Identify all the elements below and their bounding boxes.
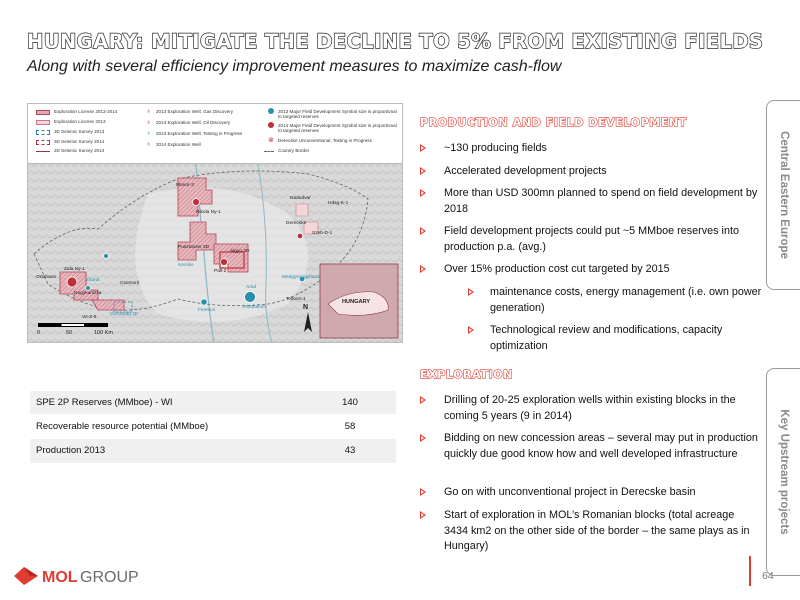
map-label: Vo-Z-5 [82,315,97,320]
map-label: Pusztaszer 3D [178,245,210,250]
tab-label: Key Upstream projects [777,409,790,535]
bullet-arrow-icon [420,189,426,197]
map-legend [28,104,403,164]
legend-item: 2013 Exploration Well, Testing in Progress [156,131,243,136]
line-swatch [36,151,50,152]
legend-item: Exploration License 2013 [54,119,106,124]
map-label: Zala Ny-1 [64,267,85,272]
seismic-swatch [36,130,50,135]
page-number: 64 [762,570,774,582]
bullet-arrow-icon [420,167,426,175]
map-label: Nagykanizsa [74,291,102,296]
scale-label: 50 [66,330,73,336]
license-swatch [36,110,50,115]
page-title: HUNGARY: MITIGATE THE DECLINE TO 5% FROM EXISTING FIELDS [27,30,764,53]
well-icon: ♁ [146,108,152,115]
map-label: Asotthalom [242,305,266,310]
legend-item: 2013 Exploration Well, Gas Discovery [156,109,234,114]
tab-central-eastern-europe[interactable] [766,100,800,290]
scale-label: 100 Km [94,330,113,336]
mol-logo-mark [10,564,160,588]
field-dev-icon [268,122,274,128]
legend-item: 2D Seismic Survey 2014 [54,148,105,153]
license-swatch [36,120,50,125]
field-dev-icon [268,108,274,114]
hungary-exploration-map [27,103,403,343]
border-line [264,151,274,152]
legend-item: 2014 Major Field Development Symbol size is proportional to targeted reserves [278,123,397,134]
legend-item: 3D Seismic Survey 2014 [54,139,105,144]
well-icon: ♁ [146,130,152,137]
map-label: Medgyesegyhaza [282,275,320,280]
bullet-arrow-icon [420,265,426,273]
row-label: Production 2013 [30,439,304,463]
map-label: Zsana [86,278,100,283]
logo-text-mol: MOL [42,569,78,586]
row-label: Recoverable resource potential (MMboe) [30,415,304,439]
map-label: Arad [246,285,257,290]
map-label: Gorospatj 3D [110,312,139,317]
well-icon: ♁ [146,141,152,148]
legend-item: Derecske Unconventional, Testing in Progress [278,138,372,143]
table-row [30,415,396,439]
bullet-arrow-icon [468,326,474,334]
legend-item: 2013 Exploration Well, Oil Discovery [156,120,231,125]
page-number-divider [749,556,751,586]
legend-item: 2014 Exploration Well [156,142,201,147]
bullet-arrow-icon [420,227,426,235]
map-label: Csomorit [120,281,140,286]
bullet-arrow-icon [420,144,426,152]
legend-item: 3D Seismic Survey 2013 [54,129,105,134]
tab-key-upstream-projects[interactable] [766,368,800,576]
map-label: Totkom-1 [286,297,306,302]
exploration-heading: EXPLORATION [420,368,513,381]
map-label: Algyo 3D [230,249,250,254]
row-value: 58 [304,415,396,439]
map-label: Hdsg-K-1 [328,201,349,206]
north-label: N [303,304,309,311]
row-value: 43 [304,439,396,463]
map-label: Nikola Ny-1 [196,210,221,215]
seismic-swatch [36,140,50,145]
bullet-arrow-icon [420,488,426,496]
row-label: SPE 2P Reserves (MMboe) - WI [30,391,304,415]
bullet-arrow-icon [420,434,426,442]
bullet-arrow-icon [420,396,426,404]
reserves-table [30,390,396,463]
mol-group-logo [10,564,160,588]
tab-label: Central Eastern Europe [777,131,790,259]
map-label: Pall-2 [214,269,227,274]
bullet-arrow-icon [420,511,426,519]
map-label: Ferencs [198,308,216,313]
bullet-arrow-icon [468,288,474,296]
row-value: 140 [304,391,396,415]
table-row [30,391,396,415]
scale-label: 0 [37,330,41,336]
inset-label: HUNGARY [342,299,371,305]
well-icon: ♁ [146,119,152,126]
map-label: Szeb-D-1 [312,231,333,236]
cross-circle-icon: ⊗ [268,137,274,144]
map-label: Derecske [286,221,307,226]
legend-item: Country Border [278,148,310,153]
legend-item: Exploration License 2013-2014 [54,109,118,114]
scale-bar [38,323,108,327]
production-heading: PRODUCTION AND FIELD DEVELOPMENT [420,116,687,129]
map-label: Monor-2 [176,183,194,188]
table-row [30,439,396,463]
map-label: Ortahaza [36,275,56,280]
legend-item: 2013 Major Field Development Symbol size is proportional to targeted reserves [278,109,397,120]
logo-text-group: GROUP [80,569,139,586]
page-subtitle: Along with several efficiency improvement measures to maximize cash-flow [27,58,562,75]
map-label: Kecske [178,263,194,268]
map-label: Nadudvar [290,196,311,201]
